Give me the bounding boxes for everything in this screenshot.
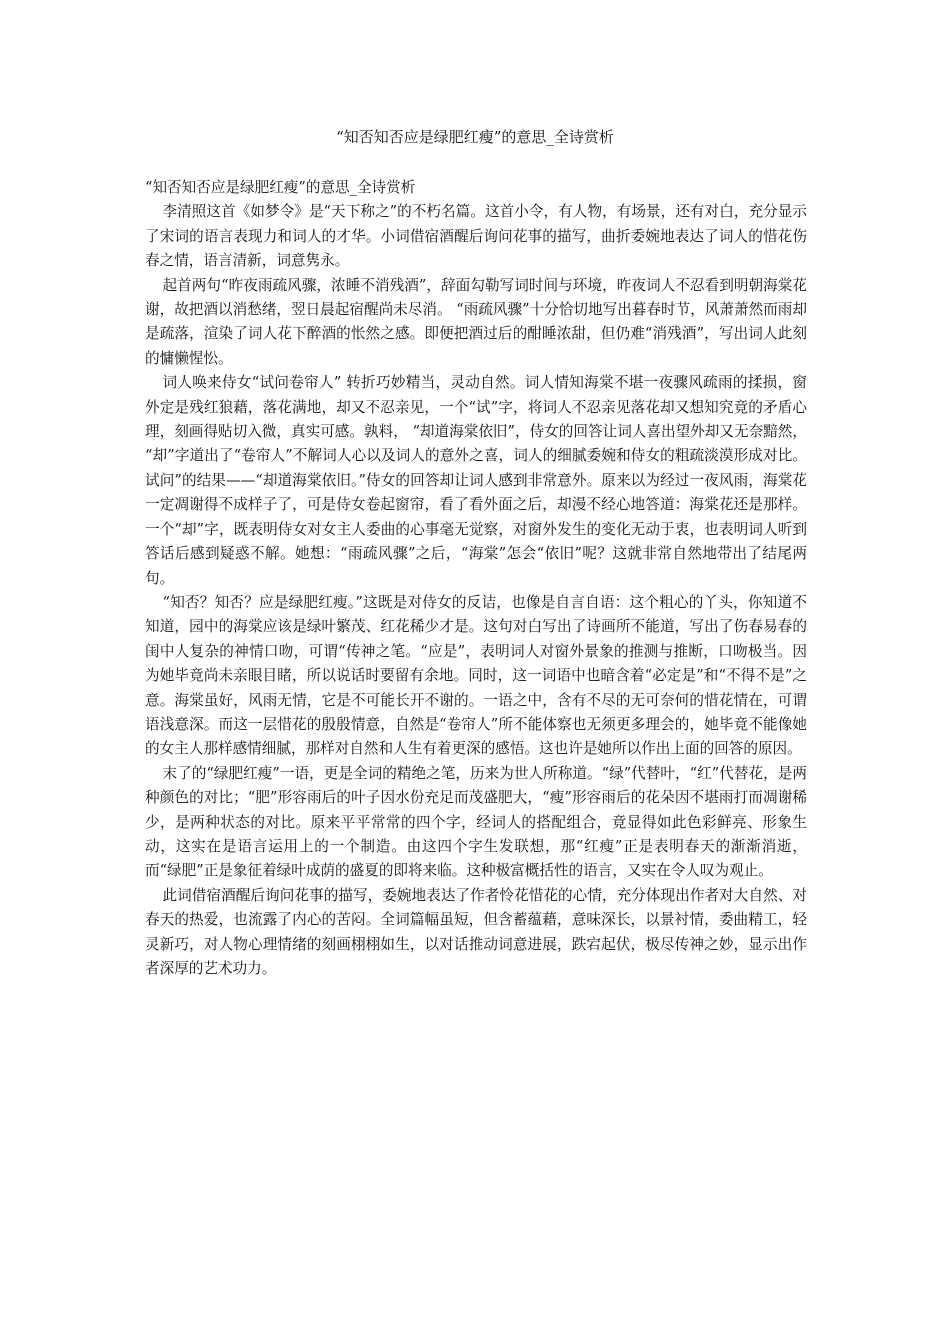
document-body [145,176,807,981]
paragraph-conclusion: 此词借宿酒醒后询问花事的描写，委婉地表达了作者怜花惜花的心情，充分体现出作者对大自然、对春天的热爱，也流露了内心的苦闷。全词篇幅虽短，但含蓄蕴藉，意味深长，以景衬情，委曲精工，轻灵新巧，对人物心理情绪的刻画栩栩如生，以对话推动词意进展，跌宕起伏，极尽传神之妙，显示出作者深厚的艺术功力。 [145,886,807,977]
article-subtitle: “知否知否应是绿肥红瘦”的意思_全诗赏析 [145,179,416,196]
paragraph-lvfei-hongshou: 末了的“绿肥红瘦”一语，更是全词的精绝之笔，历来为世人所称道。“绿”代替叶，“红”代替花，是两种颜色的对比；“肥”形容雨后的叶子因水份充足而茂盛肥大，“瘦”形容雨后的花朵因不堪雨打而凋谢稀少，是两种状态的对比。原来平平常常的四个字，经词人的搭配组合，竟显得如此色彩鲜亮、形象生动，这实在是语言运用上的一个制造。由这四个字生发联想，那“红瘦”正是表明春天的渐渐消逝，而“绿肥”正是象征着绿叶成荫的盛夏的即将来临。这种极富概括性的语言，又实在令人叹为观止。 [145,764,807,880]
paragraph-opening-lines: 起首两句“昨夜雨疏风骤，浓睡不消残酒”，辞面勾勒写词时间与环境，昨夜词人不忍看到明朝海棠花谢，故把酒以消愁绪，翌日晨起宿醒尚未尽消。 “雨疏风骤”十分恰切地写出暮春时节，风萧萧然而雨却是疏落，渲染了词人花下醉酒的怅然之感。即便把酒过后的酣睡浓甜，但仍难“消残酒”，写出词人此刻的慵懒惺忪。 [145,276,807,367]
document-title: “知否知否应是绿肥红瘦”的意思_全诗赏析 [336,128,614,146]
paragraph-zhifou: “知否？知否？应是绿肥红瘦。”这既是对侍女的反诘，也像是自言自语：这个粗心的丫头，你知道不知道，园中的海棠应该是绿叶繁茂、红花稀少才是。这句对白写出了诗画所不能道，写出了伤春易春的闺中人复杂的神情口吻，可谓“传神之笔。“应是”，表明词人对窗外景象的推测与推断，口吻极当。因为她毕竟尚未亲眼目睹，所以说话时要留有余地。同时，这一词语中也暗含着“必定是”和“不得不是”之意。海棠虽好，风雨无情，它是不可能长开不谢的。一语之中，含有不尽的无可奈何的惜花情在，可谓语浅意深。而这一层惜花的殷殷情意，自然是“卷帘人”所不能体察也无须更多理会的，她毕竟不能像她的女主人那样感情细腻，那样对自然和人生有着更深的感悟。这也许是她所以作出上面的回答的原因。 [145,593,807,758]
paragraph-maid-dialogue: 词人唤来侍女“试问卷帘人” 转折巧妙精当，灵动自然。词人情知海棠不堪一夜骤风疏雨的揉损，窗外定是残红狼藉，落花满地，却又不忍亲见，一个“试”字，将词人不忍亲见落花却又想知究竟的矛盾心理，刻画得贴切入微，真实可感。孰料， “却道海棠依旧”，侍女的回答让词人喜出望外却又无奈黯然， “却”字道出了“卷帘人”不解词人心以及词人的意外之喜，词人的细腻委婉和侍女的粗疏淡漠形成对比。试问”的结果——“却道海棠依旧。”侍女的回答却让词人感到非常意外。原来以为经过一夜风雨，海棠花一定凋谢得不成样子了，可是侍女卷起窗帘，看了看外面之后，却漫不经心地答道：海棠花还是那样。一个“却”字，既表明侍女对女主人委曲的心事毫无觉察，对窗外发生的变化无动于衷，也表明词人听到答话后感到疑惑不解。她想：“雨疏风骤”之后，“海棠”怎会“依旧”呢？这就非常自然地带出了结尾两句。 [145,374,807,587]
paragraph-intro: 李清照这首《如梦令》是“天下称之”的不朽名篇。这首小令，有人物，有场景，还有对白，充分显示了宋词的语言表现力和词人的才华。小词借宿酒醒后询问花事的描写，曲折委婉地表达了词人的惜花伤春之情，语言清新，词意隽永。 [145,203,807,270]
